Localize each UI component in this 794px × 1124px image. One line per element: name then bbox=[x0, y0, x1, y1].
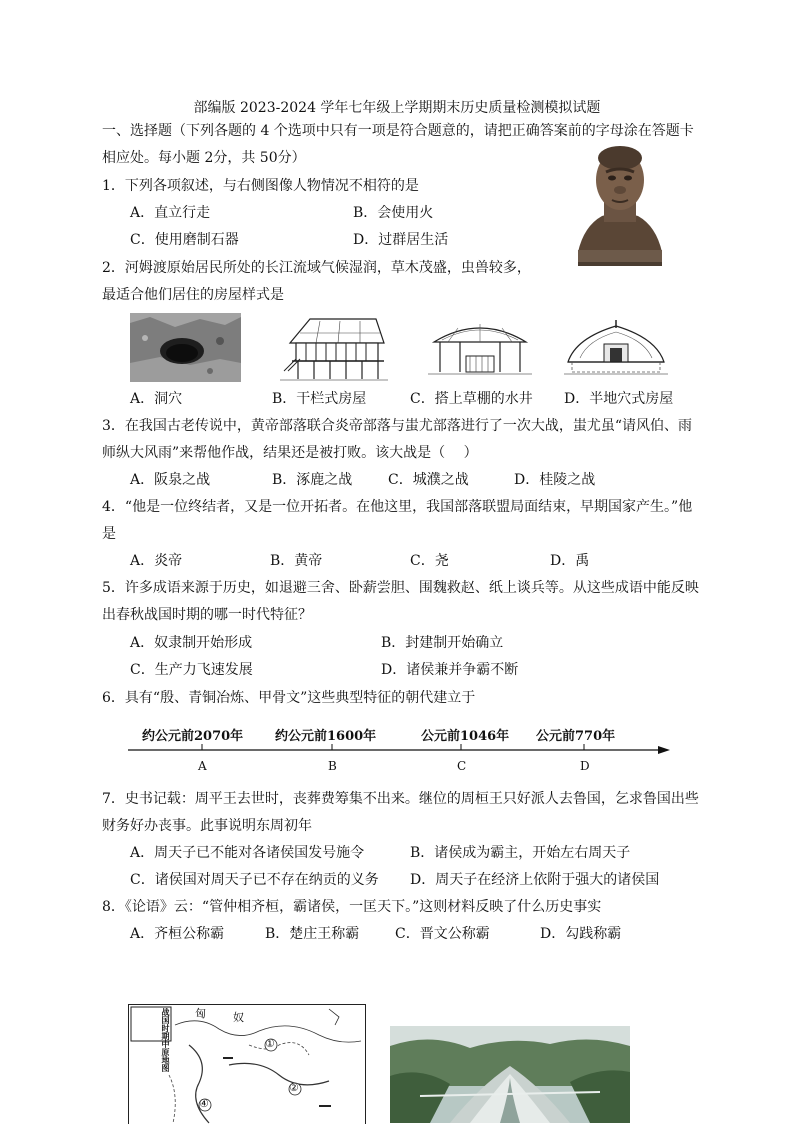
q1-option-b[interactable]: B．会使用火 bbox=[353, 205, 434, 221]
q5-option-a[interactable]: A．奴隶制开始形成 bbox=[130, 635, 253, 651]
q2-option-c[interactable]: C．搭上草棚的水井 bbox=[410, 391, 533, 407]
map-legend: 战国时期中原地图 bbox=[161, 1008, 171, 1072]
map-label-nu: 奴 bbox=[233, 1011, 244, 1024]
dujiangyan-photo bbox=[390, 1026, 630, 1123]
q4-option-a[interactable]: A．炎帝 bbox=[130, 553, 183, 569]
q3-option-a[interactable]: A．阪泉之战 bbox=[130, 472, 211, 488]
q3-option-b[interactable]: B．涿鹿之战 bbox=[272, 472, 353, 488]
q3-option-c[interactable]: C．城濮之战 bbox=[388, 472, 469, 488]
q5-stem-line2: 出春秋战国时期的哪一时代特征？ bbox=[102, 607, 312, 623]
peking-man-bust-image bbox=[574, 140, 666, 268]
thatched-well-image bbox=[428, 318, 532, 380]
map-marker-4: ④ bbox=[199, 1097, 209, 1110]
q7-option-c[interactable]: C．诸侯国对周天子已不存在纳贡的义务 bbox=[130, 872, 379, 888]
timeline-option-c[interactable]: C bbox=[457, 759, 467, 773]
timeline-option-b[interactable]: B bbox=[328, 759, 337, 773]
timeline-option-d[interactable]: D bbox=[580, 759, 590, 773]
q1-option-c[interactable]: C．使用磨制石器 bbox=[130, 232, 239, 248]
map-marker-1: ① bbox=[265, 1037, 275, 1050]
q5-option-d[interactable]: D．诸侯兼并争霸不断 bbox=[381, 662, 519, 678]
timeline-label-4: 公元前770年 bbox=[536, 729, 616, 744]
timeline-label-3: 公元前1046年 bbox=[421, 729, 510, 744]
section-heading-line1: 一、选择题（下列各题的 4 个选项中只有一项是符合题意的，请把正确答案前的字母涂在答题卡 bbox=[102, 123, 694, 139]
q7-stem-line2: 财务好办丧事。此事说明东周初年 bbox=[102, 818, 312, 834]
q8-option-d[interactable]: D．勾践称霸 bbox=[540, 926, 622, 942]
q7-option-b[interactable]: B．诸侯成为霸主，开始左右周天子 bbox=[410, 845, 631, 861]
q2-stem-line1: 2．河姆渡原始居民所处的长江流域气候湿润，草木茂盛，虫兽较多， bbox=[102, 260, 531, 276]
q1-option-d[interactable]: D．过群居生活 bbox=[353, 232, 449, 248]
q6-stem: 6．具有“殷、青铜冶炼、甲骨文”这些典型特征的朝代建立于 bbox=[102, 690, 476, 706]
q5-stem-line1: 5．许多成语来源于历史，如退避三舍、卧薪尝胆、围魏救赵、纸上谈兵等。从这些成语中能反映 bbox=[102, 580, 699, 596]
q8-option-c[interactable]: C．晋文公称霸 bbox=[395, 926, 490, 942]
timeline-label-1: 约公元前2070年 bbox=[142, 729, 244, 744]
q7-option-d[interactable]: D．周天子在经济上依附于强大的诸侯国 bbox=[410, 872, 660, 888]
q4-stem-line2: 是 bbox=[102, 526, 116, 542]
q8-stem: 8．《论语》云：“管仲相齐桓，霸诸侯，一匡天下。”这则材料反映了什么历史事实 bbox=[102, 899, 602, 915]
q8-option-b[interactable]: B．楚庄王称霸 bbox=[265, 926, 360, 942]
warring-states-map bbox=[128, 1004, 366, 1124]
q5-option-b[interactable]: B．封建制开始确立 bbox=[381, 635, 504, 651]
q4-option-d[interactable]: D．禹 bbox=[550, 553, 590, 569]
semi-subterranean-house-image bbox=[564, 318, 668, 380]
q2-option-d[interactable]: D．半地穴式房屋 bbox=[564, 391, 674, 407]
timeline-axis bbox=[128, 740, 670, 760]
q5-option-c[interactable]: C．生产力飞速发展 bbox=[130, 662, 253, 678]
q4-option-b[interactable]: B．黄帝 bbox=[270, 553, 323, 569]
q7-option-a[interactable]: A．周天子已不能对各诸侯国发号施令 bbox=[130, 845, 365, 861]
section-heading-line2: 相应处。每小题 2分，共 50分） bbox=[102, 150, 306, 166]
q2-option-b[interactable]: B．干栏式房屋 bbox=[272, 391, 367, 407]
page-title: 部编版 2023-2024 学年七年级上学期期末历史质量检测模拟试题 bbox=[193, 100, 601, 116]
map-marker-2: ② bbox=[289, 1081, 299, 1094]
q3-option-d[interactable]: D．桂陵之战 bbox=[514, 472, 596, 488]
cave-image bbox=[130, 313, 241, 382]
q1-option-a[interactable]: A．直立行走 bbox=[130, 205, 211, 221]
q7-stem-line1: 7．史书记载：周平王去世时，丧葬费筹集不出来。继位的周桓王只好派人去鲁国，乞求鲁国出些 bbox=[102, 791, 699, 807]
q2-option-a[interactable]: A．洞穴 bbox=[130, 391, 183, 407]
q8-option-a[interactable]: A．齐桓公称霸 bbox=[130, 926, 225, 942]
q1-stem: 1．下列各项叙述，与右侧图像人物情况不相符的是 bbox=[102, 178, 419, 194]
q4-option-c[interactable]: C．尧 bbox=[410, 553, 449, 569]
q3-stem-line1: 3．在我国古老传说中，黄帝部落联合炎帝部落与蚩尤部落进行了一次大战，蚩尤虽“请风伯、雨 bbox=[102, 418, 693, 434]
map-label-xiong: 匈 bbox=[195, 1007, 206, 1020]
q3-stem-line2: 师纵大风雨”来帮他作战，结果还是被打败。该大战是（ ） bbox=[102, 445, 478, 461]
stilt-house-image bbox=[280, 313, 388, 385]
timeline-label-2: 约公元前1600年 bbox=[275, 729, 377, 744]
q4-stem-line1: 4．“他是一位终结者，又是一位开拓者。在他这里，我国部落联盟局面结束，早期国家产生。”他 bbox=[102, 499, 693, 515]
timeline-option-a[interactable]: A bbox=[198, 759, 207, 773]
q2-stem-line2: 最适合他们居住的房屋样式是 bbox=[102, 287, 284, 303]
